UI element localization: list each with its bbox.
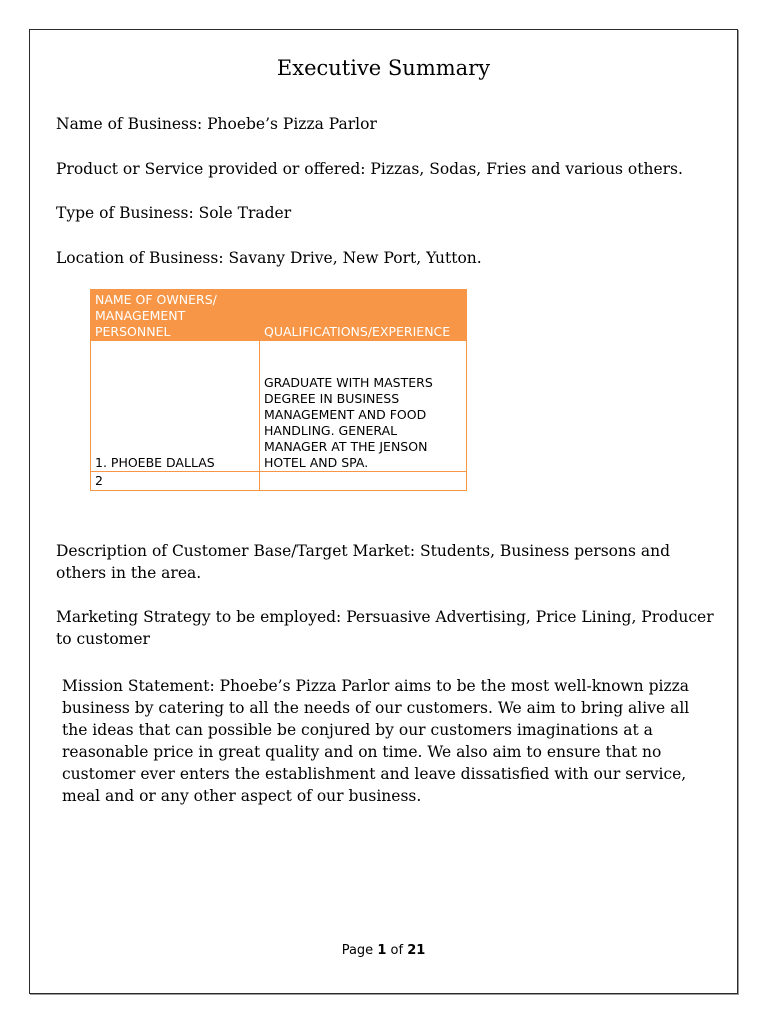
business-name: Name of Business: Phoebe’s Pizza Parlor bbox=[56, 115, 377, 133]
table-header-row bbox=[91, 290, 467, 341]
header-owners: NAME OF OWNERS/ MANAGEMENT PERSONNEL bbox=[91, 290, 260, 341]
of-label: of bbox=[390, 943, 404, 958]
product-service: Product or Service provided or offered: Pizzas, Sodas, Fries and various others. bbox=[56, 160, 683, 178]
current-page-number: 1 bbox=[377, 943, 387, 958]
marketing-strategy-paragraph: Marketing Strategy to be employed: Persuasive Advertising, Price Lining, Producer to customer bbox=[56, 608, 714, 648]
table-row bbox=[91, 341, 467, 472]
customer-base-paragraph: Description of Customer Base/Target Market: Students, Business persons and others in the area. bbox=[56, 542, 671, 582]
header-qualifications: QUALIFICATIONS/EXPERIENCE bbox=[260, 290, 467, 341]
page-label: Page bbox=[341, 943, 374, 958]
total-page-count: 21 bbox=[407, 943, 426, 958]
business-type: Type of Business: Sole Trader bbox=[56, 204, 292, 222]
document-page bbox=[29, 29, 738, 994]
owners-table bbox=[90, 289, 467, 491]
document-title: Executive Summary bbox=[276, 56, 491, 80]
business-location: Location of Business: Savany Drive, New Port, Yutton. bbox=[56, 249, 482, 267]
owner-name-cell: 2 bbox=[91, 472, 260, 491]
owner-qualification-cell: GRADUATE WITH MASTERS DEGREE IN BUSINESS MANAGEMENT AND FOOD HANDLING. GENERAL MANAGER AT THE JENSON HOTEL AND SPA. bbox=[260, 341, 467, 472]
table-row bbox=[91, 472, 467, 491]
owner-name-cell: 1. PHOEBE DALLAS bbox=[91, 341, 260, 472]
mission-statement-paragraph: Mission Statement: Phoebe’s Pizza Parlor aims to be the most well-known pizza business by catering to all the needs of our customers. We aim to bring alive all the ideas that can possible be conjured by our customers imaginations at a reasonable price in great quality and on time. We also aim to ensure that no customer ever enters the establishment and leave dissatisfied with our service, meal and or any other aspect of our business. bbox=[62, 677, 690, 805]
page-number-footer bbox=[30, 943, 737, 958]
owner-qualification-cell bbox=[260, 472, 467, 491]
